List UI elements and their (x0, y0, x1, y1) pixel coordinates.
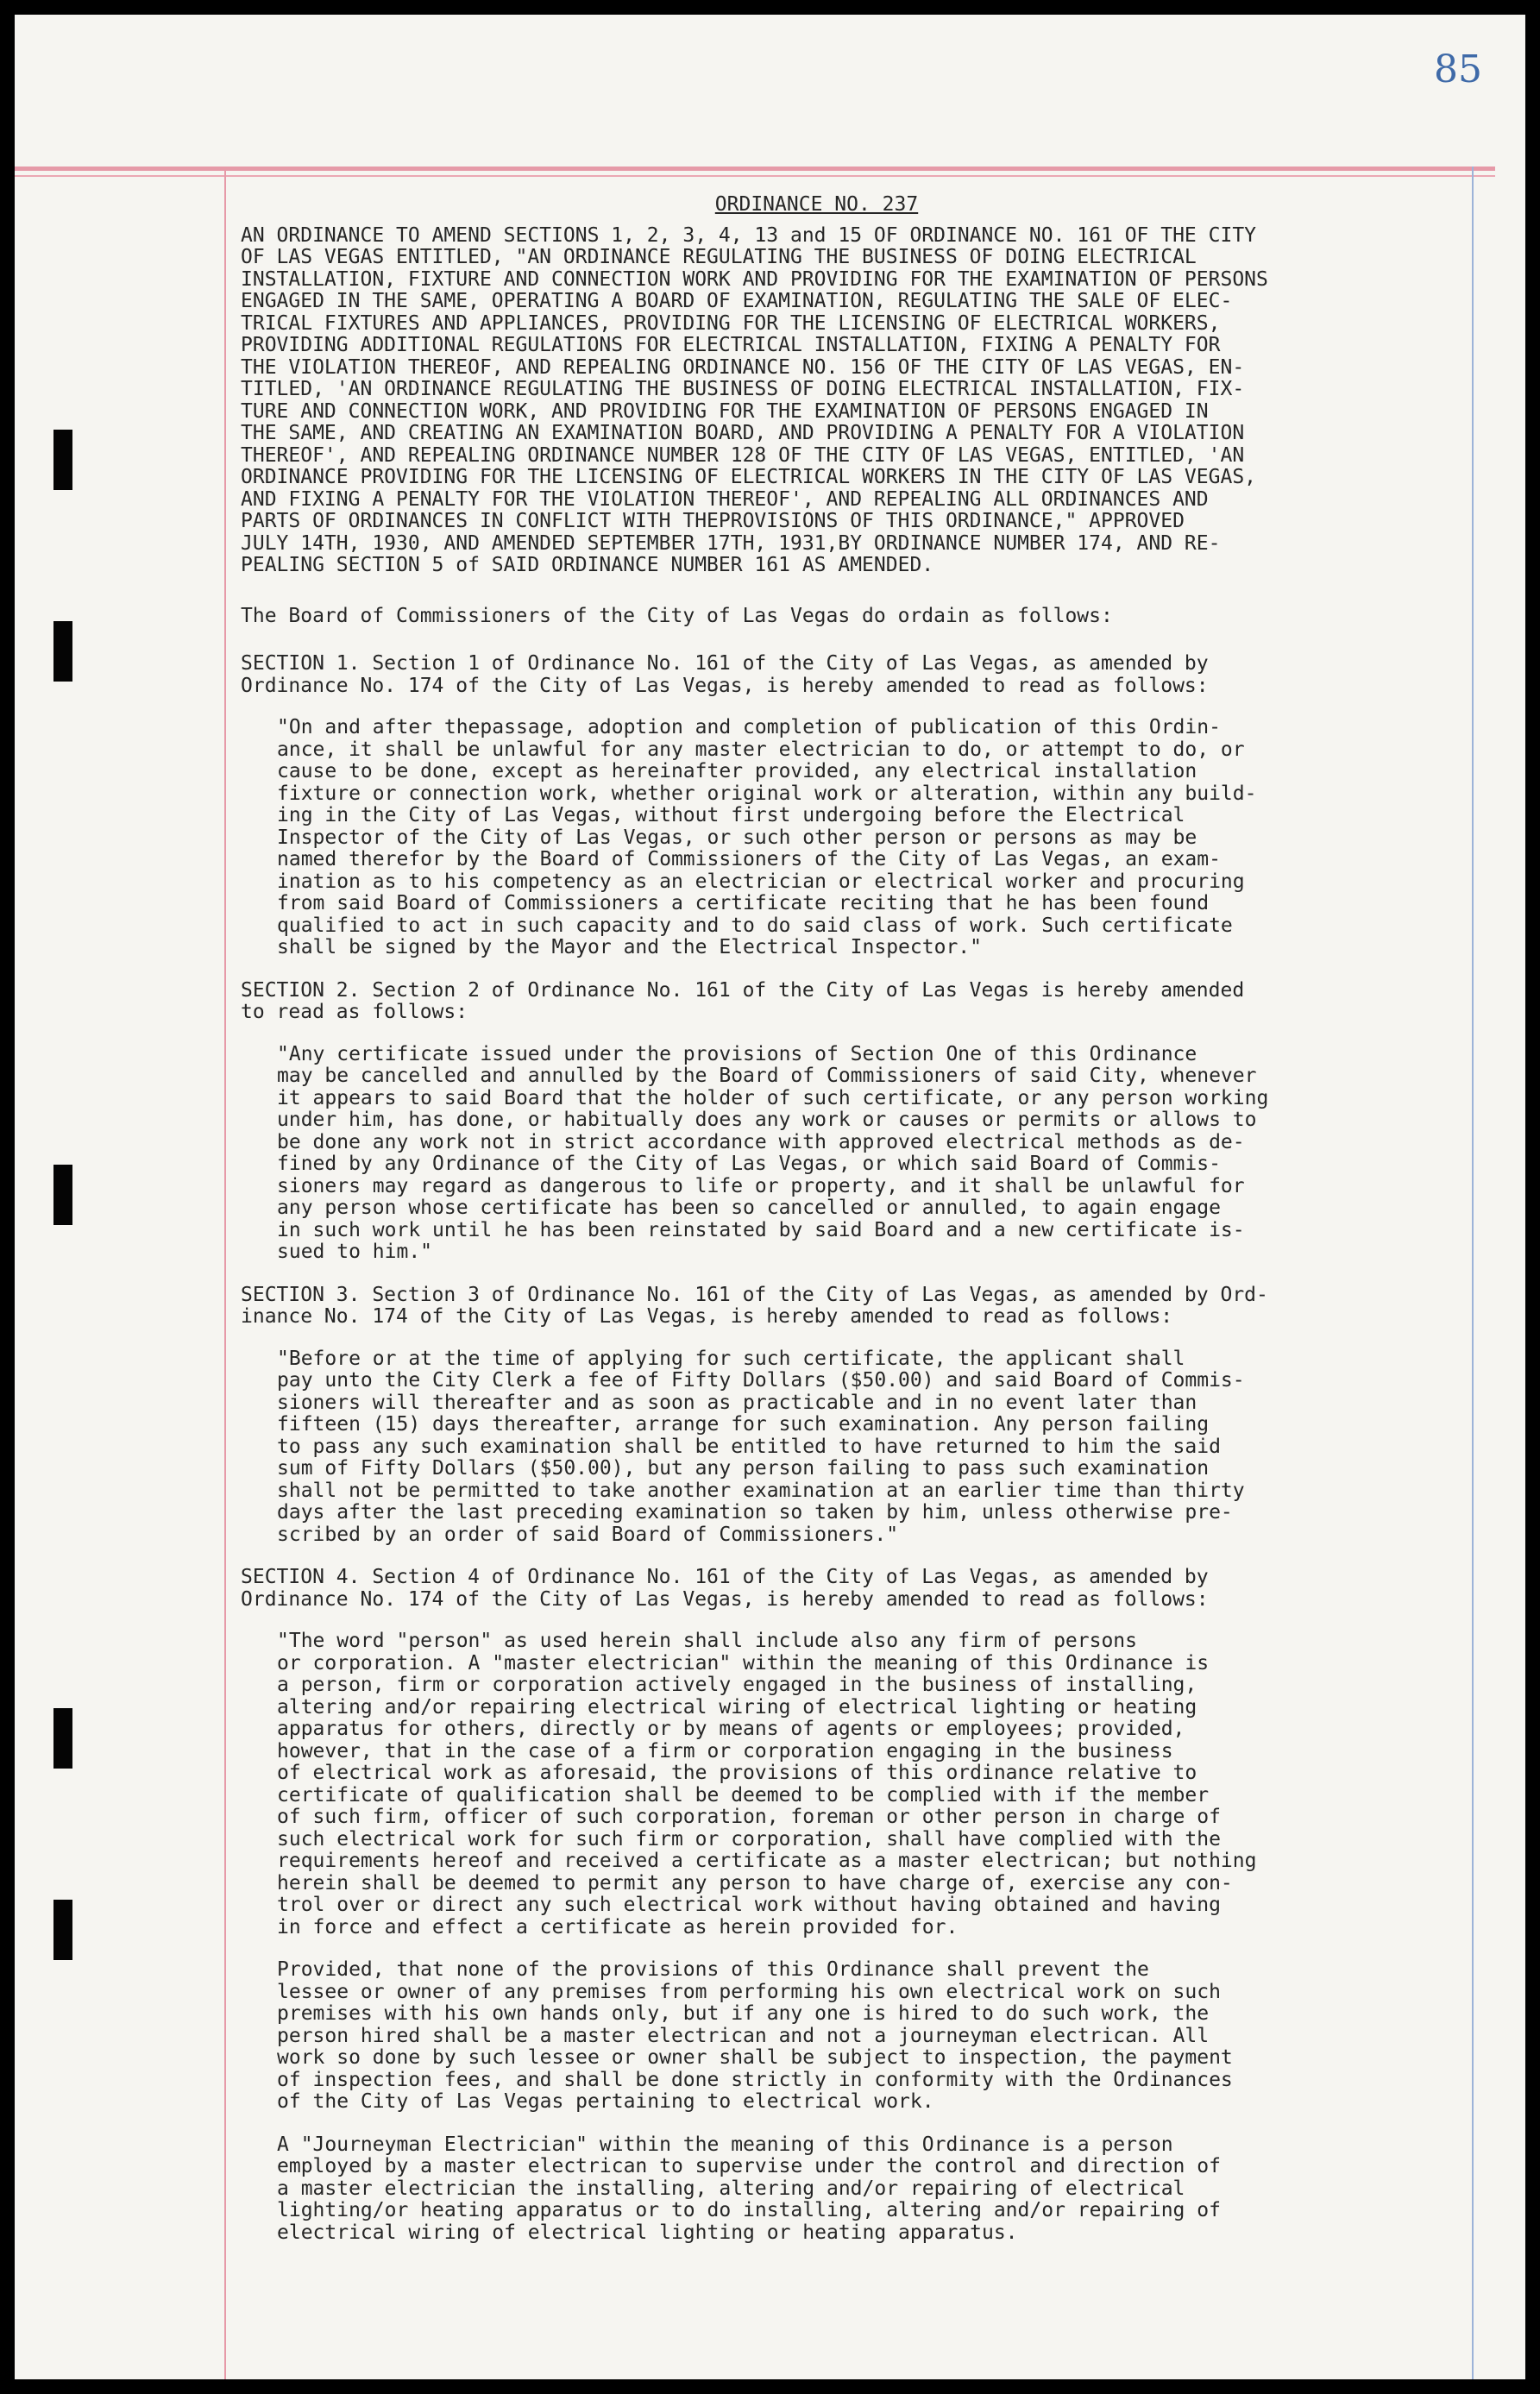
section-1-text: "On and after thepassage, adoption and completion of publication of this Ordin- ance, it shall be unlawful for any master electrician to do, or attempt to do, or cause to be done, except as hereinafter provided, any electrical installation fixture or connection work, whether original work or alteration, within any build- ing in the City of Las Vegas, without first undergoing before the Electrical Inspector of the City of Las Vegas, or such other person or persons as may be named therefor by the Board of Commissioners of the City of Las Vegas, an exam- ination as to his competency as an electrician or electrical worker and procuring from said Board of Commissioners a certificate reciting that he has been found qualified to act in such capacity and to do said class of work. Such certificate shall be signed by the Mayor and the Electrical Inspector." (277, 716, 1257, 958)
ordinance-preamble: AN ORDINANCE TO AMEND SECTIONS 1, 2, 3, 4, 13 and 15 OF ORDINANCE NO. 161 OF THE CITY OF LAS VEGAS ENTITLED, "AN ORDINANCE REGULATING THE BUSINESS OF DOING ELECTRICAL INSTALLATION, FIXTURE AND CONNECTION WORK AND PROVIDING FOR THE EXAMINATION OF PERSONS ENGAGED IN THE SAME, OPERATING A BOARD OF EXAMINATION, REGULATING THE SALE OF ELEC- TRICAL FIXTURES AND APPLIANCES, PROVIDING FOR THE LICENSING OF ELECTRICAL WORKERS, PROVIDING ADDITIONAL REGULATIONS FOR ELECTRICAL INSTALLATION, FIXING A PENALTY FOR THE VIOLATION THEREOF, AND REPEALING ORDINANCE NO. 156 OF THE CITY OF LAS VEGAS, EN- TITLED, 'AN ORDINANCE REGULATING THE BUSINESS OF DOING ELECTRICAL INSTALLATION, FIX- TURE AND CONNECTION WORK, AND PROVIDING FOR THE EXAMINATION OF PERSONS ENGAGED IN THE SAME, AND CREATING AN EXAMINATION BOARD, AND PROVIDING A PENALTY FOR A VIOLATION THEREOF', AND REPEALING ORDINANCE NUMBER 128 OF THE CITY OF LAS VEGAS, ENTITLED, 'AN ORDINANCE PROVIDING FOR THE LICENSING OF ELECTRICAL WORKERS IN THE CITY OF LAS VEGAS, AND FIXING A PENALTY FOR THE VIOLATION THEREOF', AND REPEALING ALL ORDINANCES AND PARTS OF ORDINANCES IN CONFLICT WITH THEPROVISIONS OF THIS ORDINANCE," APPROVED JULY 14TH, 1930, AND AMENDED SEPTEMBER 17TH, 1931,BY ORDINANCE NUMBER 174, AND RE- PEALING SECTION 5 of SAID ORDINANCE NUMBER 161 AS AMENDED. (241, 223, 1268, 576)
document-page (15, 15, 1525, 2379)
document-body (241, 194, 1392, 2265)
section-2-heading: SECTION 2. Section 2 of Ordinance No. 161 of the City of Las Vegas is hereby amended to read as follows: (241, 978, 1245, 1023)
left-margin-line (224, 167, 226, 2379)
section-4-heading: SECTION 4. Section 4 of Ordinance No. 161 of the City of Las Vegas, as amended by Ordinance No. 174 of the City of Las Vegas, is hereby amended to read as follows: (241, 1566, 1209, 1611)
section-4-paragraph: "The word "person" as used herein shall include also any firm of persons or corporation. A "master electrician" within the meaning of this Ordinance is a person, firm or corporation actively engaged in the business of installing, altering and/or repairing electrical wiring of electrical lighting or heating apparatus for others, directly or by means of agents or employees; provided, however, that in the case of a firm or corporation engaging in the business of electrical work as aforesaid, the provisions of this ordinance relative to certificate of qualification shall be deemed to be complied with if the member of such firm, officer of such corporation, foreman or other person in charge of such electrical work for such firm or corporation, shall have complied with the requirements hereof and received a certificate as a master electrican; but nothing herein shall be deemed to permit any person to have charge of, exercise any con- trol over or direct any such electrical work without having obtained and having in force and effect a certificate as herein provided for. (277, 1630, 1257, 1938)
top-rule (15, 167, 1495, 171)
section-3-heading: SECTION 3. Section 3 of Ordinance No. 161 of the City of Las Vegas, as amended by Ord- inance No. 174 of the City of Las Vegas, is hereby amended to read as follows: (241, 1283, 1268, 1328)
section-2-text: "Any certificate issued under the provisions of Section One of this Ordinance may be cancelled and annulled by the Board of Commissioners of said City, whenever it appears to said Board that the holder of such certificate, or any person working under him, has done, or habitually does any work or causes or permits or allows to be done any work not in strict accordance with approved electrical methods as de- fined by any Ordinance of the City of Las Vegas, or which said Board of Commis- sioners may regard as dangerous to life or property, and it shall be unlawful for any person whose certificate has been so cancelled or annulled, to again engage in such work until he has been reinstated by said Board and a new certificate is- sued to him." (277, 1042, 1269, 1263)
section-1-heading: SECTION 1. Section 1 of Ordinance No. 161 of the City of Las Vegas, as amended by Ordinance No. 174 of the City of Las Vegas, is hereby amended to read as follows: (241, 652, 1209, 697)
binding-hole-mark (53, 1165, 72, 1225)
enacting-clause: The Board of Commissioners of the City of Las Vegas do ordain as follows: (241, 604, 1113, 627)
section-4-paragraph: Provided, that none of the provisions of this Ordinance shall prevent the lessee or owner of any premises from performing his own electrical work on such premises with his own hands only, but if any one is hired to do such work, the person hired shall be a master electrican and not a journeyman electrican. All work so done by such lessee or owner shall be subject to inspection, the payment of inspection fees, and shall be done strictly in conformity with the Ordinances of the City of Las Vegas pertaining to electrical work. (277, 1958, 1233, 2113)
binding-hole-mark (53, 430, 72, 490)
top-rule-thin (15, 175, 1495, 177)
binding-hole-mark (53, 1708, 72, 1769)
binding-hole-mark (53, 1900, 72, 1960)
right-margin-line (1472, 167, 1474, 2379)
page-number: 85 (1434, 47, 1482, 91)
binding-hole-mark (53, 621, 72, 682)
ordinance-title: ORDINANCE NO. 237 (714, 193, 919, 216)
section-4-paragraph: A "Journeyman Electrician" within the meaning of this Ordinance is a person employed by a master electrican to supervise under the control and direction of a master electrician the installing, altering and/or repairing of electrical lighting/or heating apparatus or to do installing, altering and/or repairing of electrical wiring of electrical lighting or heating apparatus. (277, 2133, 1221, 2244)
section-3-text: "Before or at the time of applying for such certificate, the applicant shall pay unto the City Clerk a fee of Fifty Dollars ($50.00) and said Board of Commis- sioners will thereafter and as soon as practicable and in no event later than fifteen (15) days thereafter, arrange for such examination. Any person failing to pass any such examination shall be entitled to have returned to him the said sum of Fifty Dollars ($50.00), but any person failing to pass such examination shall not be permitted to take another examination at an earlier time than thirty days after the last preceding examination so taken by him, unless otherwise pre- scribed by an order of said Board of Commissioners." (277, 1347, 1245, 1546)
